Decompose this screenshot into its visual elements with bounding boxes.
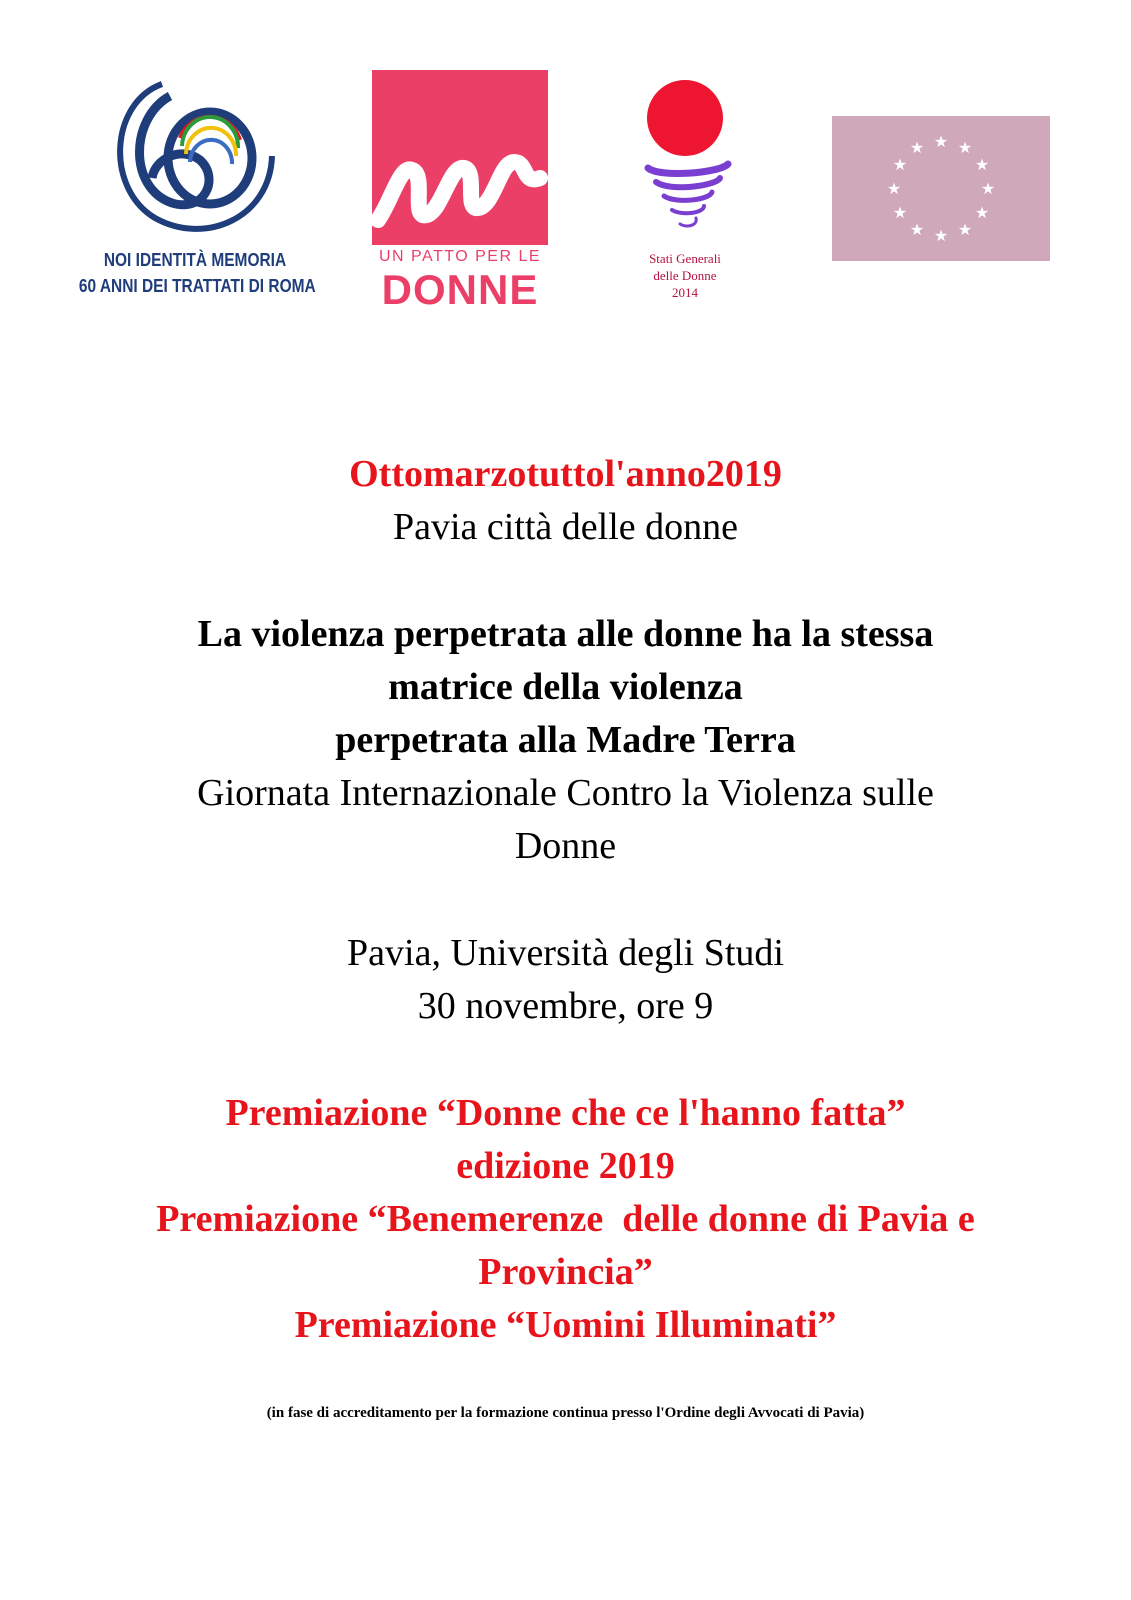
logo-strip	[0, 0, 1131, 320]
svg-text:★: ★	[892, 203, 908, 222]
patto-line-2: DONNE	[381, 266, 539, 313]
stati-caption-line-2: delle Donne	[653, 268, 717, 283]
torch-icon	[620, 78, 750, 248]
event-subtitle: Pavia città delle donne	[392, 506, 739, 548]
eu-stars-icon	[832, 116, 1050, 261]
headline-line-3: perpetrata alla Madre Terra	[335, 719, 796, 761]
eu-flag	[832, 116, 1050, 261]
wave-signature-icon	[372, 70, 548, 245]
stati-caption-line-3: 2014	[672, 285, 698, 300]
patto-square	[372, 70, 548, 245]
occasion-line-2: Donne	[514, 825, 617, 867]
patto-line-1: UN PATTO PER LE	[378, 248, 542, 265]
award-1-line-2: edizione 2019	[456, 1145, 675, 1187]
svg-text:★: ★	[933, 132, 949, 151]
svg-text:★: ★	[909, 220, 925, 239]
patto-donne-logo	[372, 70, 548, 313]
stati-caption	[620, 250, 750, 301]
award-1-line-1: Premiazione “Donne che ce l'hanno fatta”	[225, 1092, 906, 1134]
sixty-emblem-icon	[100, 78, 290, 243]
footnote: (in fase di accreditamento per la formazione continua presso l'Ordine degli Avvocati di Pavia)	[266, 1405, 865, 1421]
award-2-line-2: Provincia”	[478, 1251, 653, 1293]
svg-text:★: ★	[974, 203, 990, 222]
headline-line-2: matrice della violenza	[388, 666, 743, 708]
trattati-roma-logo	[60, 78, 330, 308]
event-hashtag: Ottomarzotuttol'anno2019	[349, 453, 782, 495]
svg-text:★: ★	[886, 179, 902, 198]
logo-line-2: 60 ANNI DEI TRATTATI DI ROMA	[78, 276, 316, 296]
svg-text:★: ★	[909, 138, 925, 157]
stati-generali-logo	[620, 78, 750, 308]
svg-text:★: ★	[933, 226, 949, 245]
award-2-line-1: Premiazione “Benemerenze delle donne di Pavia e	[156, 1198, 975, 1240]
award-3: Premiazione “Uomini Illuminati”	[294, 1304, 837, 1346]
event-content	[40, 448, 1091, 1352]
svg-text:★: ★	[980, 179, 996, 198]
event-datetime: 30 novembre, ore 9	[417, 985, 714, 1027]
svg-text:★: ★	[974, 155, 990, 174]
event-venue: Pavia, Università degli Studi	[347, 932, 784, 974]
stati-caption-line-1: Stati Generali	[649, 251, 721, 266]
occasion-line-1: Giornata Internazionale Contro la Violenza sulle	[197, 772, 934, 814]
svg-text:★: ★	[892, 155, 908, 174]
svg-text:★: ★	[957, 220, 973, 239]
logo-line-1: NOI IDENTITÀ MEMORIA	[103, 250, 287, 270]
svg-text:★: ★	[957, 138, 973, 157]
headline-line-1: La violenza perpetrata alle donne ha la stessa	[197, 613, 934, 655]
